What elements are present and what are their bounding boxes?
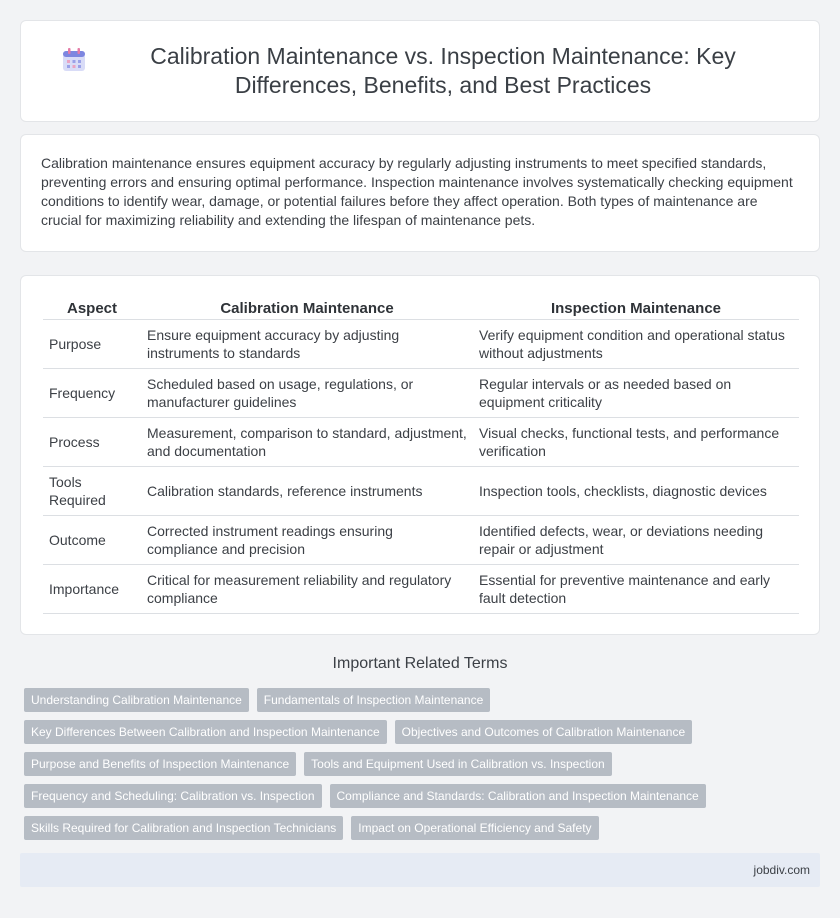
title-wrap: [21, 21, 819, 121]
footer-bar: [20, 853, 820, 887]
row-calibration-cell: Measurement, comparison to standard, adjustment, and documentation: [141, 417, 473, 466]
related-term-tag[interactable]: Objectives and Outcomes of Calibration Maintenance: [395, 720, 692, 744]
tag-row: [24, 688, 724, 712]
page-title: Calibration Maintenance vs. Inspection Maintenance: Key Differences, Benefits, and Best Practices: [150, 43, 736, 98]
row-calibration-cell: Corrected instrument readings ensuring compliance and precision: [141, 515, 473, 564]
row-aspect: Frequency: [43, 368, 141, 417]
row-inspection-cell: Identified defects, wear, or deviations needing repair or adjustment: [473, 515, 799, 564]
related-term-tag[interactable]: Understanding Calibration Maintenance: [24, 688, 249, 712]
row-calibration-cell: Calibration standards, reference instruments: [141, 466, 473, 515]
row-aspect: Importance: [43, 564, 141, 613]
comparison-card: [20, 275, 820, 635]
table-row: [43, 515, 799, 564]
calendar-icon: [61, 47, 87, 73]
comparison-table: [43, 294, 799, 614]
table-row: [43, 564, 799, 613]
related-terms-heading: Important Related Terms: [332, 655, 508, 672]
tag-row: [24, 720, 724, 744]
footer-site-link[interactable]: jobdiv.com: [753, 863, 810, 877]
row-inspection-cell: Verify equipment condition and operational status without adjustments: [473, 319, 799, 368]
related-term-tag[interactable]: Skills Required for Calibration and Inspection Technicians: [24, 816, 343, 840]
related-term-tag[interactable]: Purpose and Benefits of Inspection Maintenance: [24, 752, 296, 776]
tag-row: [24, 816, 724, 840]
row-calibration-cell: Ensure equipment accuracy by adjusting instruments to standards: [141, 319, 473, 368]
row-inspection-cell: Regular intervals or as needed based on equipment criticality: [473, 368, 799, 417]
related-term-tag[interactable]: Tools and Equipment Used in Calibration vs. Inspection: [304, 752, 612, 776]
related-term-tag[interactable]: Frequency and Scheduling: Calibration vs. Inspection: [24, 784, 322, 808]
row-aspect: Outcome: [43, 515, 141, 564]
table-row: [43, 319, 799, 368]
row-aspect: Tools Required: [43, 466, 141, 515]
row-aspect: Purpose: [43, 319, 141, 368]
related-term-tag[interactable]: Key Differences Between Calibration and Inspection Maintenance: [24, 720, 387, 744]
table-row: [43, 466, 799, 515]
table-header-row: [43, 294, 799, 319]
row-calibration-cell: Critical for measurement reliability and regulatory compliance: [141, 564, 473, 613]
table-row: [43, 417, 799, 466]
tag-row: [24, 752, 724, 776]
row-calibration-cell: Scheduled based on usage, regulations, or manufacturer guidelines: [141, 368, 473, 417]
column-header-inspection: Inspection Maintenance: [473, 294, 799, 319]
header-card: [20, 20, 820, 122]
intro-card: [20, 134, 820, 252]
row-inspection-cell: Inspection tools, checklists, diagnostic devices: [473, 466, 799, 515]
intro-paragraph: Calibration maintenance ensures equipment accuracy by regularly adjusting instruments to meet specified standards, preventing errors and ensuring optimal performance. Inspection maintenance involves systematically checking equipment conditions to identify wear, damage, or potential failures before they affect operation. Both types of maintenance are crucial for maximizing reliability and extending the lifespan of maintenance pets.: [41, 155, 793, 228]
column-header-calibration: Calibration Maintenance: [141, 294, 473, 319]
related-term-tag[interactable]: Fundamentals of Inspection Maintenance: [257, 688, 490, 712]
table-row: [43, 368, 799, 417]
row-inspection-cell: Visual checks, functional tests, and performance verification: [473, 417, 799, 466]
tag-row: [24, 784, 724, 808]
related-term-tag[interactable]: Impact on Operational Efficiency and Safety: [351, 816, 598, 840]
related-term-tag[interactable]: Compliance and Standards: Calibration and Inspection Maintenance: [330, 784, 706, 808]
row-inspection-cell: Essential for preventive maintenance and early fault detection: [473, 564, 799, 613]
column-header-aspect: Aspect: [43, 294, 141, 319]
row-aspect: Process: [43, 417, 141, 466]
related-terms-list: [24, 688, 724, 848]
